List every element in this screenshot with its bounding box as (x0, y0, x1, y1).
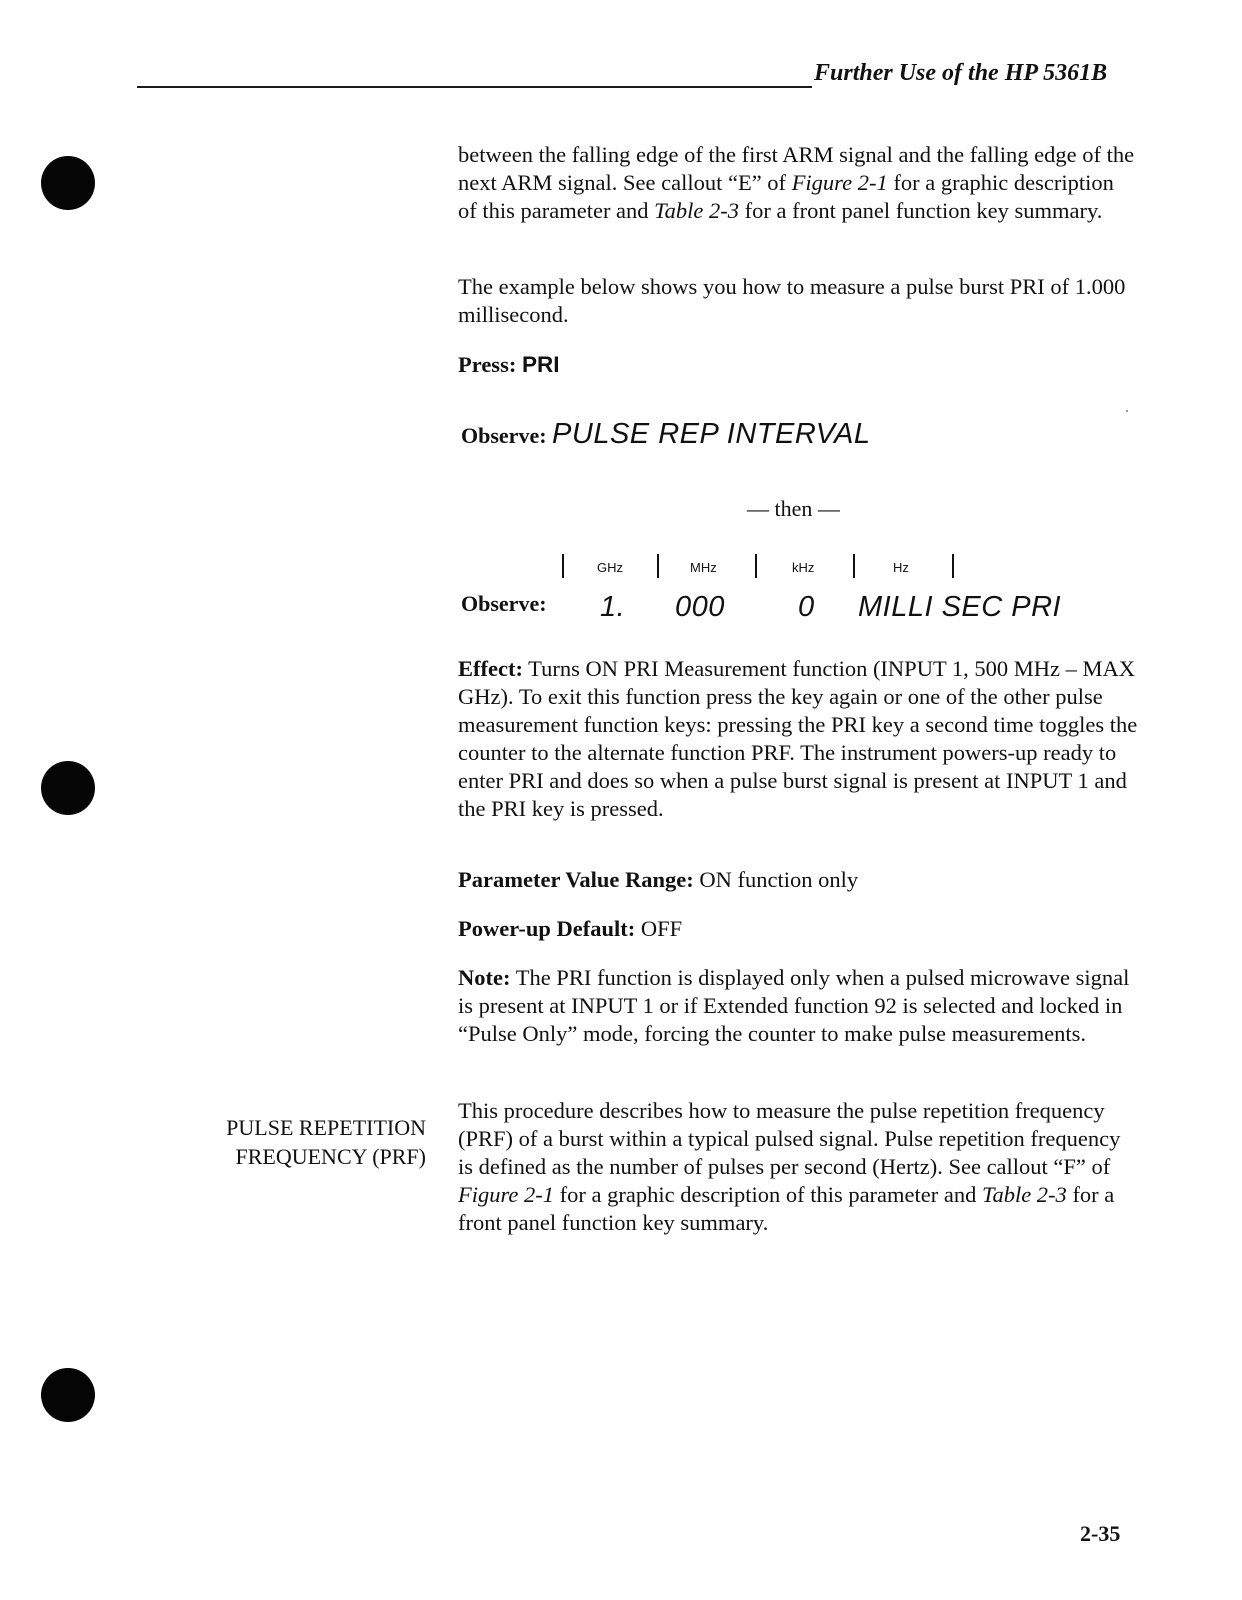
param-range-label: Parameter Value Range: (458, 867, 694, 892)
header-rule (137, 86, 812, 88)
unit-khz: kHz (792, 560, 815, 575)
power-up-label: Power-up Default: (458, 916, 636, 941)
unit-divider (562, 554, 564, 578)
binder-hole-bottom (41, 1368, 95, 1422)
press-label: Press: (458, 352, 517, 377)
table-ref: Table 2-3 (654, 198, 739, 223)
observe-line-1 (461, 418, 871, 451)
intro-paragraph-2 (458, 273, 1138, 329)
effect-label: Effect: (458, 656, 523, 681)
note-paragraph (458, 964, 1138, 1048)
prf-text-b: for a graphic description of this parameter and (554, 1182, 982, 1207)
intro-text-c: for a front panel function key summary. (738, 198, 1103, 223)
effect-text: Turns ON PRI Measurement function (INPUT 1, 500 MHz – MAX GHz). To exit this function press the key again or one of the other pulse measurement function keys: pressing the PRI key a second time toggles the counter to the alternate function PRF. The instrument powers-up ready to enter PRI and does so when a pulse burst signal is present at INPUT 1 and the PRI key is pressed. (458, 656, 1138, 821)
table-ref: Table 2-3 (982, 1182, 1067, 1207)
section-heading-line-1: PULSE REPETITION (226, 1115, 426, 1140)
note-text: The PRI function is displayed only when a pulsed microwave signal is present at INPUT 1 or if Extended function 92 is selected and locked in “Pulse Only” mode, forcing the counter to make pulse measurements. (458, 965, 1130, 1046)
param-range-value: ON function only (693, 867, 859, 892)
section-heading-prf (196, 1113, 426, 1171)
section-heading-line-2: FREQUENCY (PRF) (235, 1144, 426, 1169)
example-text: The example below shows you how to measure a pulse burst PRI of 1.000 millisecond. (458, 274, 1126, 327)
note-label: Note: (458, 965, 511, 990)
intro-paragraph-1 (458, 141, 1138, 225)
display-digit-mhz: 000 (675, 591, 725, 623)
display-readout-1: PULSE REP INTERVAL (552, 418, 871, 450)
figure-ref: Figure 2-1 (458, 1182, 555, 1207)
prf-text-a: This procedure describes how to measure the pulse repetition frequency (PRF) of a burst within a typical pulsed signal. Pulse repetition frequency is defined as the number of pulses per second (Hertz). See callout “F” of (458, 1098, 1121, 1179)
pri-key-label: PRI (521, 352, 560, 377)
display-digit-khz: 0 (798, 591, 815, 623)
then-separator: — then — (747, 496, 840, 521)
unit-ghz: GHz (597, 560, 623, 575)
unit-divider (853, 554, 855, 578)
intro-text-a: between the falling edge of the first ARM signal and the falling edge of the next ARM signal. See callout “E” of (458, 142, 1135, 195)
observe-label-1: Observe: (461, 423, 547, 448)
effect-paragraph (458, 655, 1138, 823)
binder-hole-middle (41, 761, 95, 815)
unit-divider (657, 554, 659, 578)
scan-speck (1126, 410, 1128, 412)
press-line (458, 351, 1138, 379)
binder-hole-top (41, 156, 95, 210)
prf-text-c: for a front panel function key summary. (458, 1182, 1115, 1235)
observe-label-2: Observe: (461, 591, 547, 616)
figure-ref: Figure 2-1 (791, 170, 888, 195)
param-range-line (458, 866, 1138, 894)
running-head: Further Use of the HP 5361B (814, 60, 1108, 86)
prf-paragraph (458, 1097, 1138, 1237)
unit-hz: Hz (893, 560, 909, 575)
page-number: 2-35 (1080, 1521, 1121, 1546)
unit-divider (952, 554, 954, 578)
power-up-value: OFF (635, 916, 683, 941)
unit-divider (755, 554, 757, 578)
unit-mhz: MHz (690, 560, 717, 575)
intro-text-b: for a graphic description of this parameter and (458, 170, 1114, 223)
power-up-line (458, 915, 1138, 943)
display-digit-ghz: 1. (600, 591, 626, 623)
display-unit-suffix: MILLI SEC PRI (858, 591, 1062, 623)
